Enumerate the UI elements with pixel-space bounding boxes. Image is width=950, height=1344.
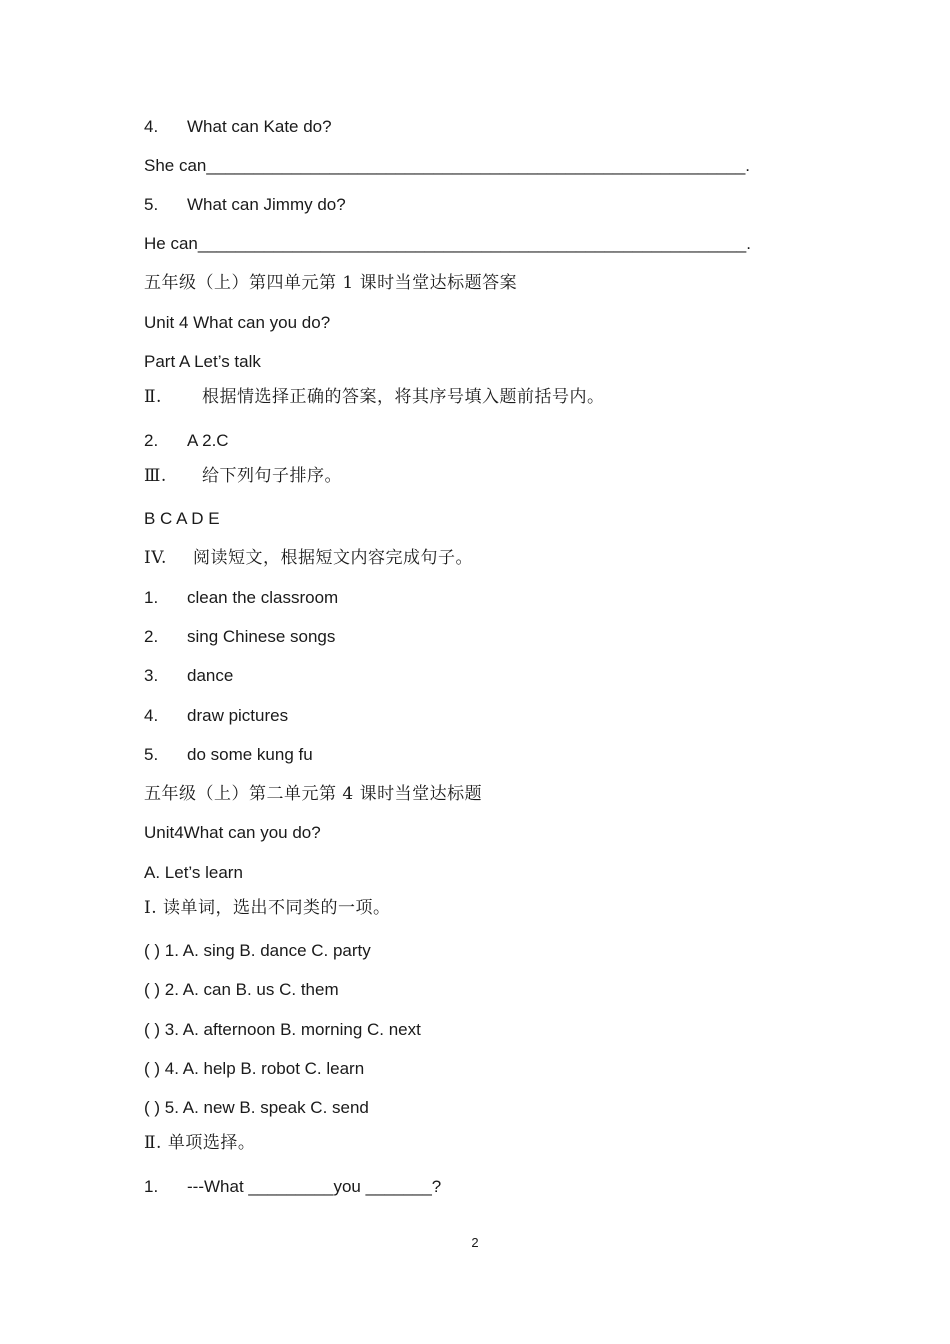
item-text: do some kung fu <box>187 745 313 764</box>
exercise-heading <box>144 547 473 569</box>
section-title: 五年级（上）第二单元第 4 课时当堂达标题 <box>144 784 483 804</box>
item-number: 3. <box>144 666 159 685</box>
item-number: 1. <box>144 588 159 607</box>
choice-item: ( ) 1. A. sing B. dance C. party <box>144 941 371 960</box>
answer-item: B C A D E <box>144 509 220 528</box>
list-item <box>144 587 338 609</box>
answer-item <box>144 430 229 452</box>
question-item <box>144 1176 441 1198</box>
part-title: A. Let’s learn <box>144 863 243 882</box>
question-5 <box>144 194 346 216</box>
exercise-heading <box>144 386 605 408</box>
exercise-heading: Ⅰ. 读单词，选出不同类的一项。 <box>144 898 391 918</box>
choice-item: ( ) 4. A. help B. robot C. learn <box>144 1059 365 1078</box>
item-text: clean the classroom <box>187 588 339 607</box>
exercise-heading: Ⅱ. 单项选择。 <box>144 1133 256 1153</box>
section-title: 五年级（上）第四单元第 1 课时当堂达标题答案 <box>144 273 518 293</box>
item-number: 2. <box>144 627 159 646</box>
exercise-heading <box>144 465 342 487</box>
question-text: ---What _________you _______? <box>187 1177 442 1196</box>
part-title: Part A Let’s talk <box>144 352 261 371</box>
item-number: 5. <box>144 745 159 764</box>
choice-item: ( ) 5. A. new B. speak C. send <box>144 1098 369 1117</box>
list-item <box>144 665 233 687</box>
answer-line: He can__________________________________________________________. <box>144 234 751 253</box>
list-item <box>144 626 335 648</box>
item-number: 4. <box>144 706 159 725</box>
item-number: 5. <box>144 195 159 214</box>
choice-item: ( ) 3. A. afternoon B. morning C. next <box>144 1020 421 1039</box>
unit-title: Unit 4 What can you do? <box>144 313 331 332</box>
heading-text: 根据情选择正确的答案，将其序号填入题前括号内。 <box>202 387 605 407</box>
heading-text: 给下列句子排序。 <box>202 466 342 486</box>
roman-numeral: IV. <box>144 548 167 568</box>
page-number: 2 <box>471 1235 479 1250</box>
roman-numeral: Ⅱ. <box>144 387 162 407</box>
unit-title: Unit4What can you do? <box>144 823 321 842</box>
answer-text: A 2.C <box>187 431 229 450</box>
item-number: 4. <box>144 117 159 136</box>
item-text: dance <box>187 666 234 685</box>
roman-numeral: Ⅲ. <box>144 466 167 486</box>
question-text: What can Kate do? <box>187 117 332 136</box>
item-number: 2. <box>144 431 159 450</box>
question-text: What can Jimmy do? <box>187 195 346 214</box>
item-text: draw pictures <box>187 706 289 725</box>
answer-line: She can_________________________________________________________. <box>144 156 751 175</box>
choice-item: ( ) 2. A. can B. us C. them <box>144 980 339 999</box>
list-item <box>144 744 313 766</box>
heading-text: 阅读短文，根据短文内容完成句子。 <box>193 548 473 568</box>
item-text: sing Chinese songs <box>187 627 336 646</box>
item-number: 1. <box>144 1177 159 1196</box>
question-4 <box>144 116 332 138</box>
list-item <box>144 705 288 727</box>
